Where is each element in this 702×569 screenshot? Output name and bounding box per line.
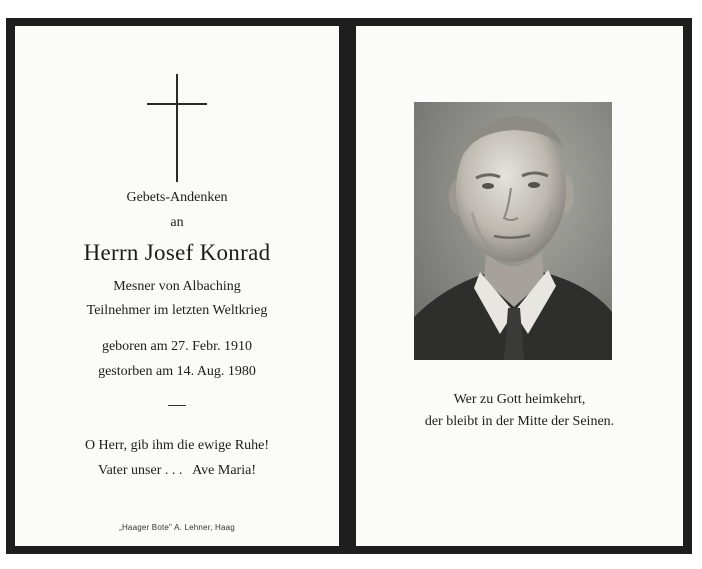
deceased-note: Teilnehmer im letzten Weltkrieg — [86, 303, 268, 318]
memorial-card-left — [6, 18, 348, 554]
verse-line-1: Wer zu Gott heimkehrt, — [453, 392, 586, 407]
memorial-card-right — [347, 18, 692, 554]
divider — [168, 405, 186, 406]
death-date: gestorben am 14. Aug. 1980 — [98, 364, 256, 379]
printer-credit: „Haager Bote" A. Lehner, Haag — [119, 523, 235, 532]
cross-icon — [147, 74, 207, 182]
birth-date: geboren am 27. Febr. 1910 — [101, 339, 253, 354]
deceased-name: Herrn Josef Konrad — [83, 240, 271, 265]
heading-an: an — [170, 215, 184, 230]
prayer-line-2: Vater unser . . . Ave Maria! — [98, 463, 256, 478]
portrait-photo — [414, 102, 612, 360]
verse-line-2: der bleibt in der Mitte der Seinen. — [424, 414, 615, 429]
deceased-role: Mesner von Albaching — [113, 279, 241, 294]
card-left-paper — [15, 26, 339, 546]
heading-line: Gebets-Andenken — [126, 190, 228, 205]
prayer-line-1: O Herr, gib ihm die ewige Ruhe! — [84, 438, 270, 453]
card-right-paper — [356, 26, 683, 546]
